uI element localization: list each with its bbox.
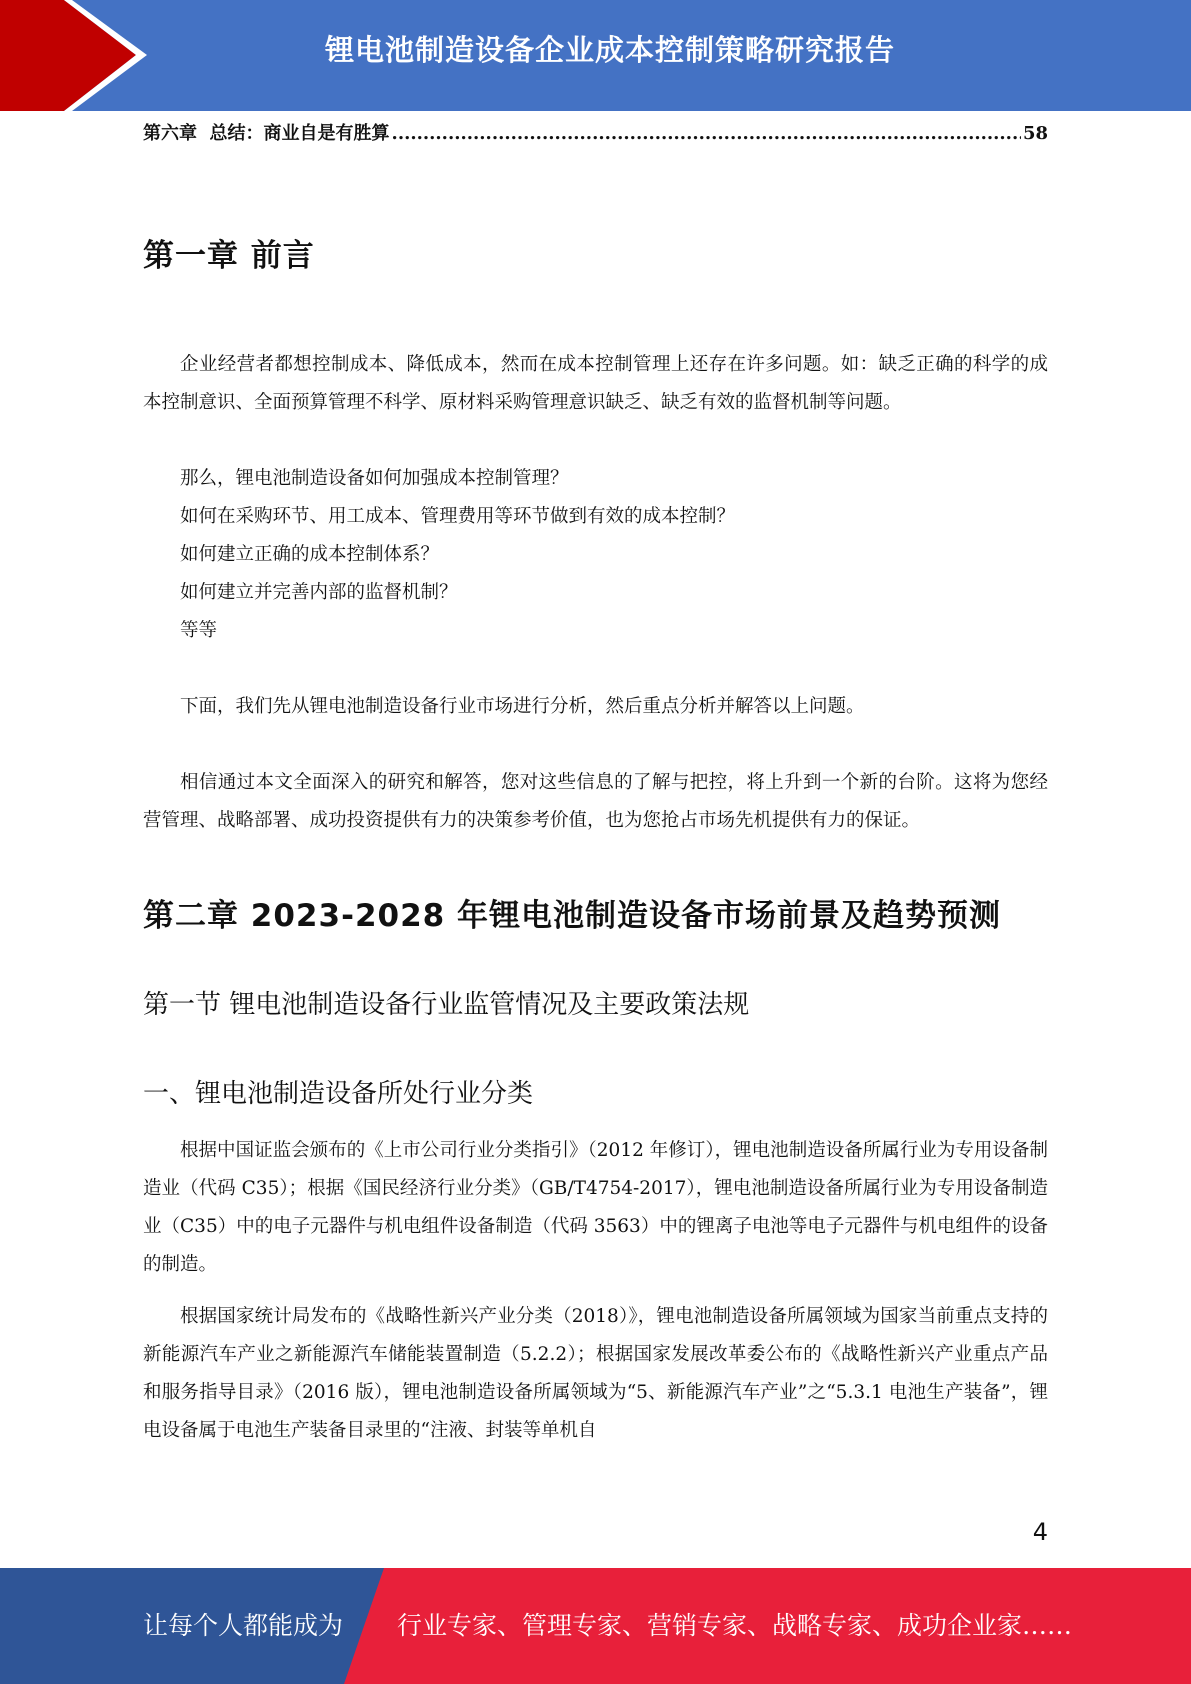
page-header-band bbox=[0, 0, 1191, 111]
question-item: 如何建立并完善内部的监督机制？ bbox=[180, 582, 458, 603]
question-item: 等等 bbox=[180, 620, 218, 641]
header-chevron-decoration bbox=[0, 0, 160, 111]
footer-slogan-left: 让每个人都能成为 bbox=[143, 1611, 344, 1640]
section-1-heading: 第一节 锂电池制造设备行业监管情况及主要政策法规 bbox=[143, 990, 750, 1020]
report-title: 锂电池制造设备企业成本控制策略研究报告 bbox=[324, 33, 895, 67]
question-item: 那么，锂电池制造设备如何加强成本控制管理？ bbox=[180, 468, 569, 489]
chapter-1-paragraph-1: 企业经营者都想控制成本、降低成本，然而在成本控制管理上还存在许多问题。如：缺乏正确的科学的成本控制意识、全面预算管理不科学、原材料采购管理意识缺乏、缺乏有效的监督机制等问题。 bbox=[143, 354, 1048, 413]
toc-entry-page: 58 bbox=[1022, 123, 1048, 144]
page-footer-band bbox=[0, 1568, 1191, 1684]
page-number: 4 bbox=[1032, 1518, 1048, 1546]
subsection-1-heading: 一、锂电池制造设备所处行业分类 bbox=[143, 1079, 534, 1109]
page-content bbox=[143, 120, 1048, 1450]
chapter-1-paragraph-2: 下面，我们先从锂电池制造设备行业市场进行分析，然后重点分析并解答以上问题。 bbox=[180, 696, 865, 717]
toc-entry-title: 第六章 总结：商业自是有胜算 bbox=[143, 123, 390, 144]
footer-slogan-right: 行业专家、管理专家、营销专家、战略专家、成功企业家…… bbox=[397, 1611, 1073, 1640]
question-item: 如何建立正确的成本控制体系？ bbox=[180, 544, 440, 565]
question-list bbox=[143, 460, 1048, 650]
chapter-2-paragraph-1: 根据中国证监会颁布的《上市公司行业分类指引》（2012 年修订），锂电池制造设备所属行业为专用设备制造业（代码 C35）；根据《国民经济行业分类》（GB/T4754-2017），锂电池制造设备所属行业为专用设备制造业（C35）中的电子元器件与机电组件设备制造（代码 3563）中的锂离子电池等电子元器件与机电组件的设备的制造。 bbox=[143, 1140, 1048, 1275]
toc-leader-dots bbox=[392, 120, 1021, 148]
chapter-2-heading: 第二章 2023-2028 年锂电池制造设备市场前景及趋势预测 bbox=[143, 898, 1002, 934]
toc-entry[interactable] bbox=[143, 120, 1048, 148]
chapter-2-paragraph-2: 根据国家统计局发布的《战略性新兴产业分类（2018）》，锂电池制造设备所属领域为国家当前重点支持的新能源汽车产业之新能源汽车储能装置制造（5.2.2）；根据国家发展改革委公布的《战略性新兴产业重点产品和服务指导目录》（2016 版），锂电池制造设备所属领域为“5、新能源汽车产业”之“5.3.1 电池生产装备”，锂电设备属于电池生产装备目录里的“注液、封装等单机自 bbox=[143, 1306, 1048, 1441]
chapter-1-paragraph-3: 相信通过本文全面深入的研究和解答，您对这些信息的了解与把控，将上升到一个新的台阶。这将为您经营管理、战略部署、成功投资提供有力的决策参考价值，也为您抢占市场先机提供有力的保证。 bbox=[143, 772, 1048, 831]
chapter-1-heading: 第一章 前言 bbox=[143, 238, 315, 274]
question-item: 如何在采购环节、用工成本、管理费用等环节做到有效的成本控制？ bbox=[180, 506, 736, 527]
